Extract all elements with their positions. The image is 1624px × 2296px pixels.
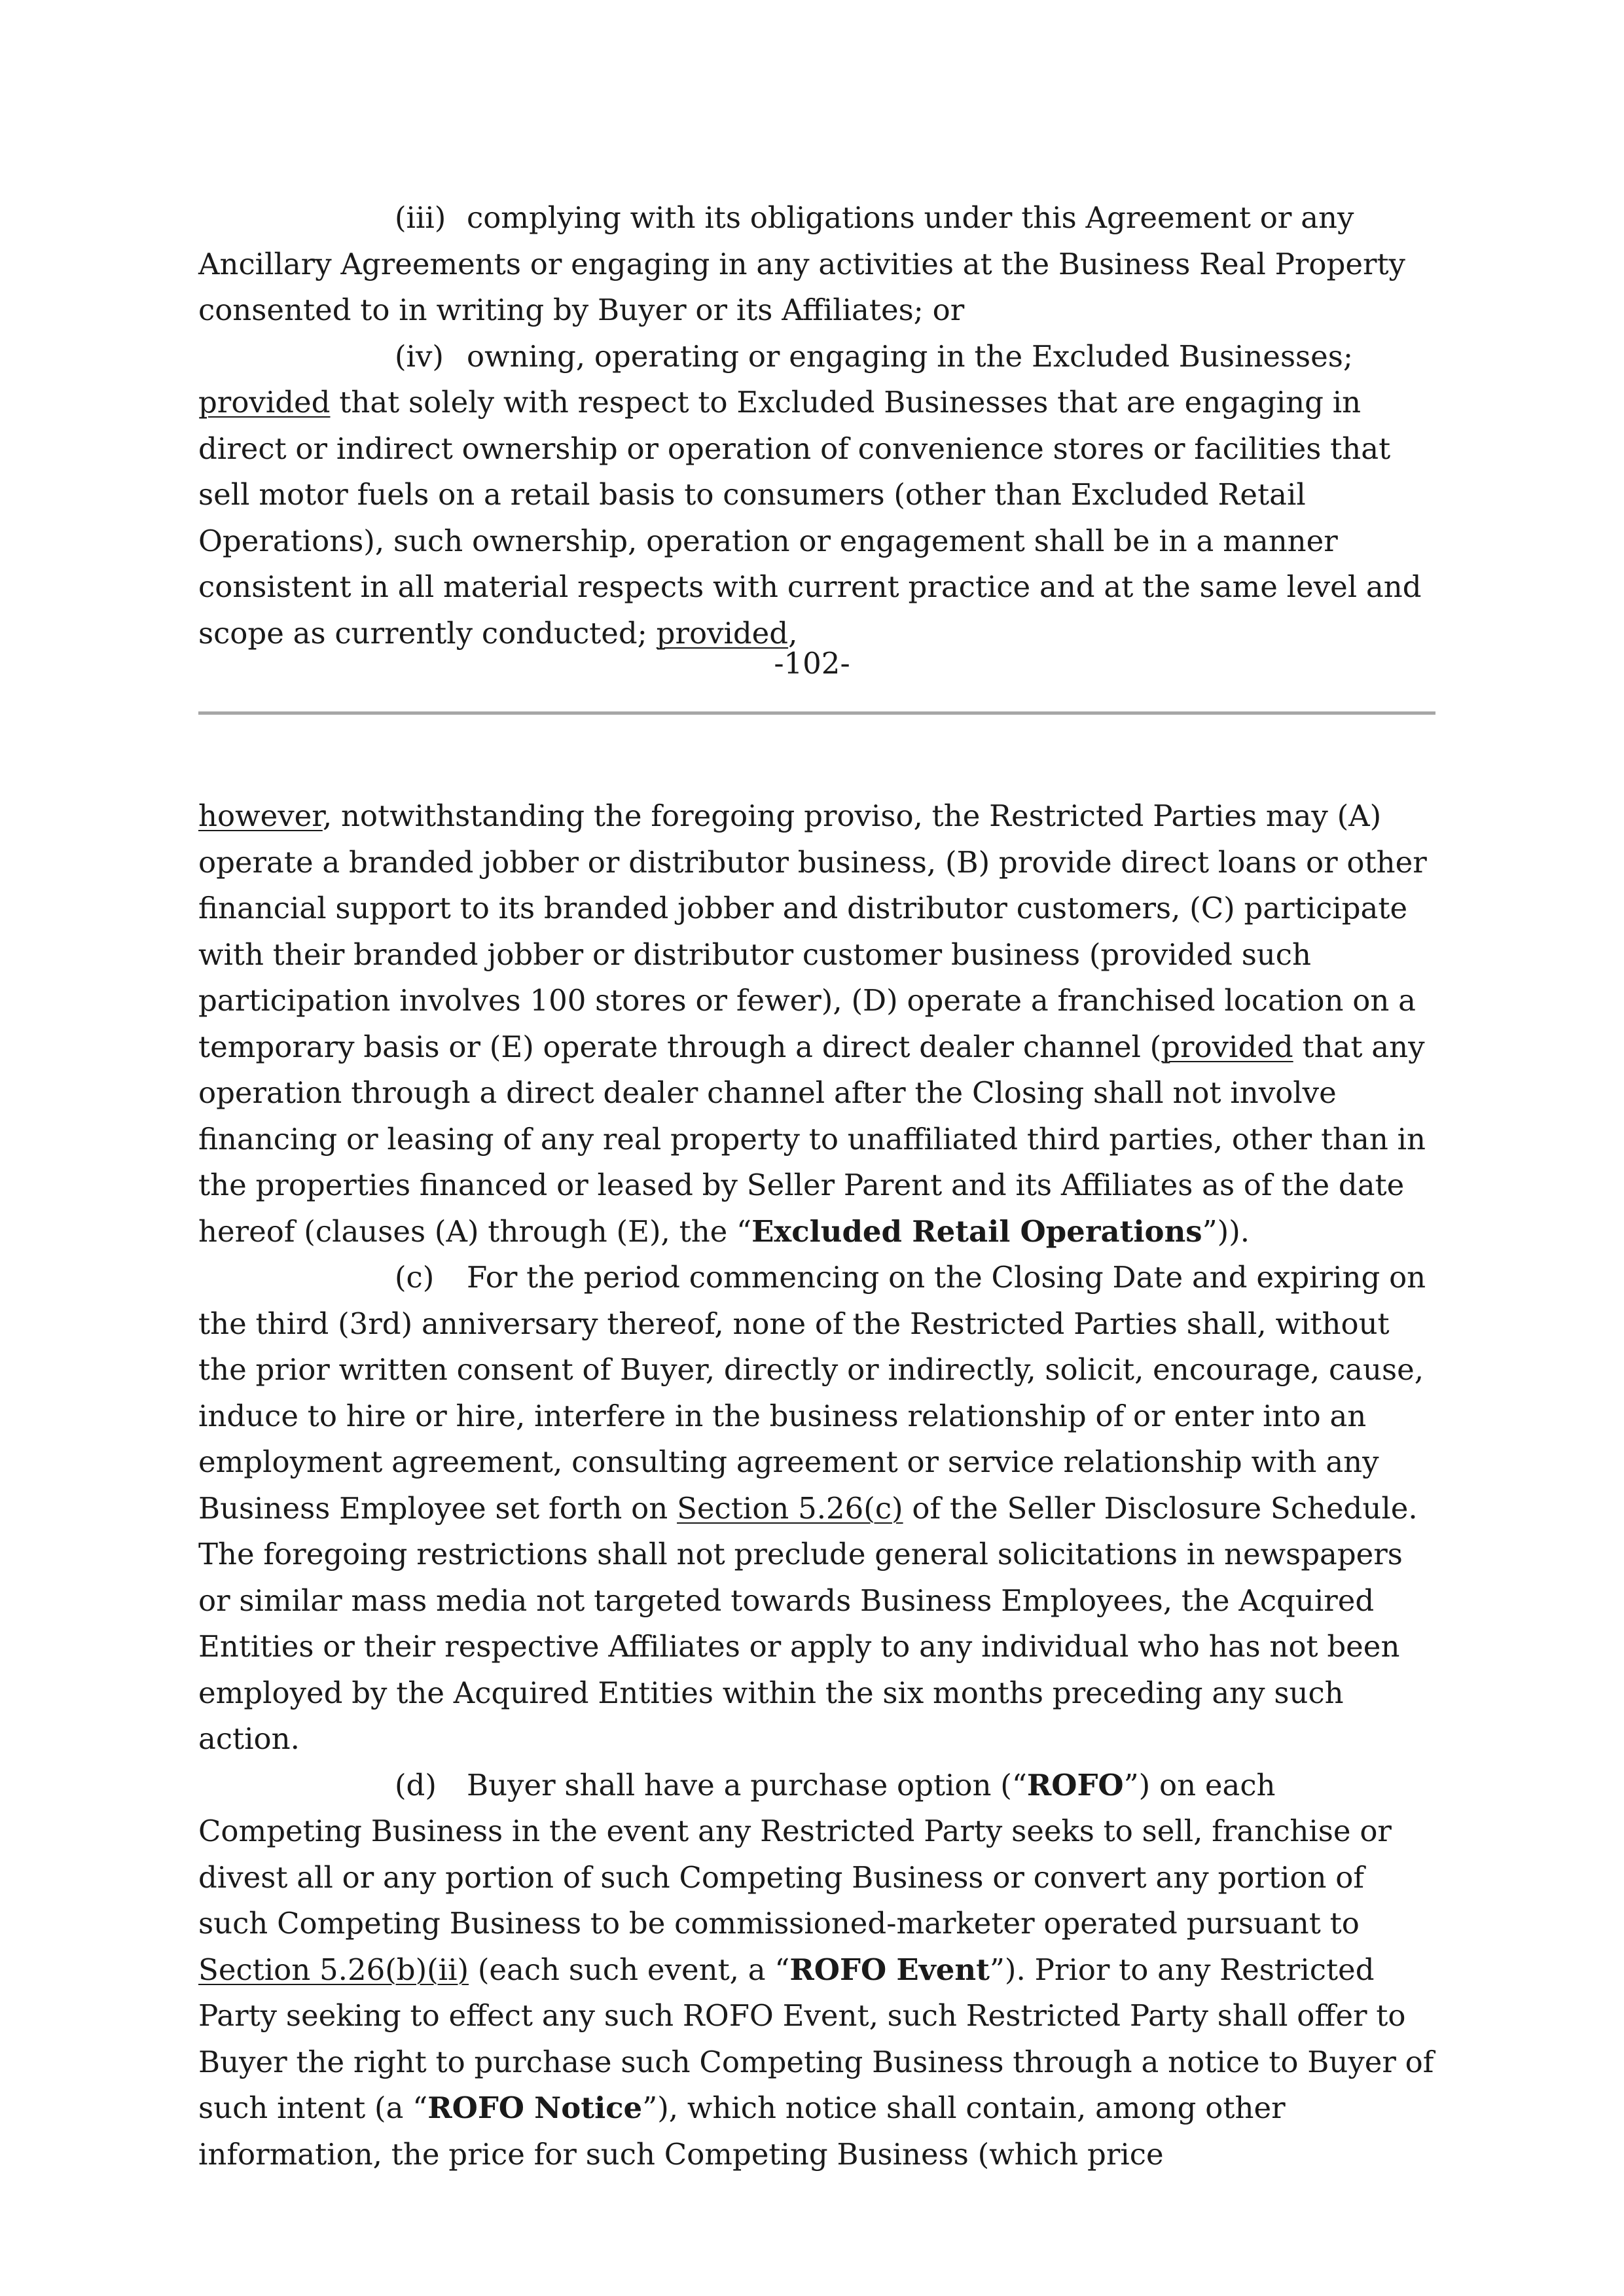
continuation-text-2: that any operation through a direct dealer channel after the Closing shall not involve financing or leasing of any real property to unaffiliated third parties, other than in the properties financed or leased by Seller Parent and its Affiliates as of the date hereof (clauses (A) through (E), the “ bbox=[198, 1029, 1426, 1249]
continuation-provided: provided bbox=[1161, 1029, 1293, 1064]
clause-d-text-1: Buyer shall have a purchase option (“ bbox=[467, 1767, 1027, 1803]
clause-d-text-2: ”) on each Competing Business in the event any Restricted Party seeks to sell, franchise or divest all or any portion of such Competing Business or convert any portion of such Competing Business to be commissioned-marketer operated pursuant to bbox=[198, 1767, 1392, 1941]
clause-d-paragraph bbox=[198, 1763, 1435, 2178]
clause-d-label: (d) bbox=[395, 1767, 437, 1803]
defined-term-excluded-retail-operations: Excluded Retail Operations bbox=[751, 1213, 1202, 1249]
continuation-text-3: ”)). bbox=[1202, 1213, 1250, 1249]
clause-c-text-1: For the period commencing on the Closing Date and expiring on the third (3rd) anniversary thereof, none of the Restricted Parties shall, without the prior written consent of Buyer, directly or indirectly, solicit, encourage, cause, induce to hire or hire, interfere in the business relationship of or enter into an employment agreement, consulting agreement or service relationship with any Business Employee set forth on bbox=[198, 1260, 1426, 1526]
clause-iv-provided-2: provided bbox=[656, 615, 789, 651]
clause-iv-paragraph bbox=[198, 334, 1435, 657]
clause-c-label: (c) bbox=[395, 1260, 435, 1295]
page-number: -102- bbox=[774, 646, 850, 681]
clause-c-text-2: of the Seller Disclosure Schedule. The foregoing restrictions shall not preclude general solicitations in newspapers or similar mass media not targeted towards Business Employees, the Acquired Entities or their respective Affiliates or apply to any individual who has not been employed by the Acquired Entities within the six months preceding any such action. bbox=[198, 1490, 1418, 1756]
clause-iii-label: (iii) bbox=[395, 200, 446, 235]
section-ref-5-26-b-ii: Section 5.26(b)(ii) bbox=[198, 1952, 469, 1987]
page-divider bbox=[198, 711, 1435, 715]
defined-term-rofo-notice: ROFO Notice bbox=[427, 2090, 643, 2125]
clause-iv-label: (iv) bbox=[395, 338, 444, 374]
clause-iii-paragraph bbox=[198, 195, 1435, 334]
continuation-however: however bbox=[198, 798, 323, 833]
clause-d-text-4: ”). Prior to any Restricted Party seeking to effect any such ROFO Event, such Restricted Party shall offer to Buyer the right to purchase such Competing Business through a notice to Buyer of such intent (a “ bbox=[198, 1952, 1434, 2125]
clause-d-text-3: (each such event, a “ bbox=[469, 1952, 790, 1987]
clause-iv-text-3: , bbox=[788, 615, 798, 651]
clause-iv-provided-1: provided bbox=[198, 385, 331, 420]
clause-iv-text-1: owning, operating or engaging in the Excluded Businesses; bbox=[467, 338, 1354, 374]
clause-iv-text-2: that solely with respect to Excluded Businesses that are engaging in direct or indirect ownership or operation of convenience stores or facilities that sell motor fuels on a retail basis to consumers (other than Excluded Retail Operations), such ownership, operation or engagement shall be in a manner consistent in all material respects with current practice and at the same level and scope as currently conducted; bbox=[198, 385, 1422, 651]
clause-d-text-5: ”), which notice shall contain, among other information, the price for such Competing Business (which price bbox=[198, 2090, 1286, 2172]
clause-iii-text: complying with its obligations under this Agreement or any Ancillary Agreements or engaging in any activities at the Business Real Property consented to in writing by Buyer or its Affiliates; or bbox=[198, 200, 1405, 327]
page-fragment-top bbox=[198, 195, 1435, 656]
continuation-paragraph bbox=[198, 793, 1435, 1255]
section-ref-5-26-c: Section 5.26(c) bbox=[677, 1490, 903, 1526]
page-fragment-bottom bbox=[198, 793, 1435, 2178]
continuation-text-1: , notwithstanding the foregoing proviso, the Restricted Parties may (A) operate a branded jobber or distributor business, (B) provide direct loans or other financial support to its branded jobber and distributor customers, (C) participate with their branded jobber or distributor customer business (provided such participation involves 100 stores or fewer), (D) operate a franchised location on a temporary basis or (E) operate through a direct dealer channel ( bbox=[198, 798, 1427, 1064]
defined-term-rofo-event: ROFO Event bbox=[789, 1952, 990, 1987]
clause-c-paragraph bbox=[198, 1255, 1435, 1763]
defined-term-rofo: ROFO bbox=[1026, 1767, 1124, 1803]
